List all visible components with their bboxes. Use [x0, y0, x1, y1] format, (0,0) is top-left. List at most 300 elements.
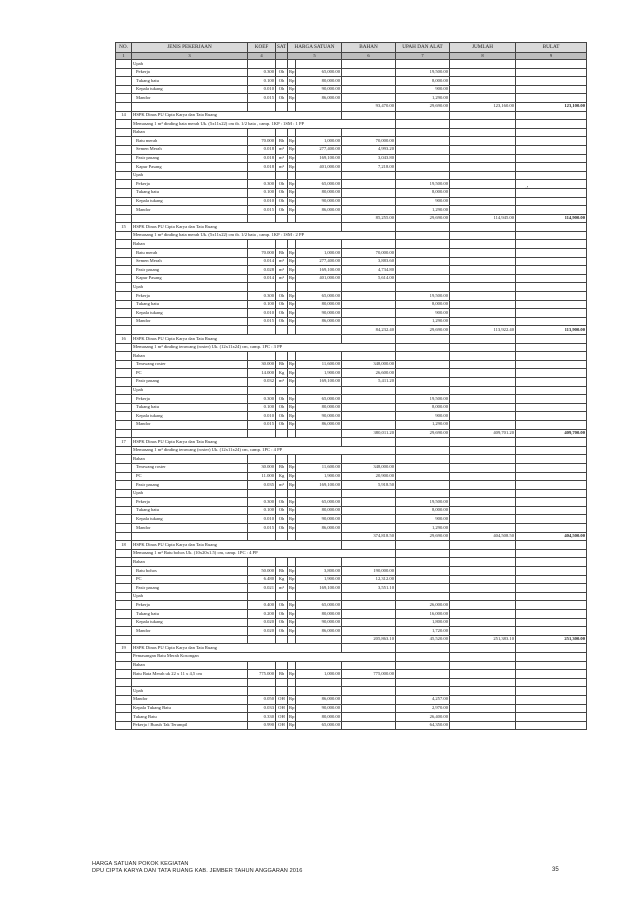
- currency-label: Rp: [288, 206, 296, 215]
- currency-label: Rp: [288, 670, 296, 679]
- item-unit-price: 169,100.00: [296, 584, 342, 593]
- empty-cell: [516, 678, 587, 687]
- item-name: Mandor: [132, 94, 248, 103]
- item-labor-cost: [396, 163, 450, 172]
- item-unit: Bh: [276, 249, 288, 258]
- currency-label: Rp: [288, 472, 296, 481]
- item-labor-cost: 19,500.00: [396, 68, 450, 77]
- currency-label: Rp: [288, 163, 296, 172]
- empty-cell: [516, 137, 587, 146]
- item-material-cost: 775,000.00: [342, 670, 396, 679]
- empty-cell: [116, 231, 132, 240]
- empty-cell: [116, 266, 132, 275]
- item-name: PC: [132, 369, 248, 378]
- item-name: Pekerja: [132, 292, 248, 301]
- empty-cell: [516, 94, 587, 103]
- item-unit: Oh: [276, 403, 288, 412]
- section-header-row: [116, 223, 587, 232]
- section-header-row: [116, 438, 587, 447]
- section-header-row: [116, 335, 587, 344]
- empty-cell: [116, 558, 132, 567]
- item-material-cost: 348,000.00: [342, 463, 396, 472]
- empty-cell: [276, 687, 288, 696]
- item-material-cost: [342, 292, 396, 301]
- stray-mark: ·': [525, 186, 529, 192]
- table-header: [116, 43, 587, 60]
- empty-cell: [248, 687, 276, 696]
- item-labor-cost: [396, 584, 450, 593]
- table-row: [116, 567, 587, 576]
- item-koef: 0.300: [248, 180, 276, 189]
- item-unit-price: 1,000.00: [296, 137, 342, 146]
- item-unit-price: 90,000.00: [296, 412, 342, 421]
- empty-cell: [296, 326, 342, 335]
- item-koef: 0.100: [248, 506, 276, 515]
- item-name: Semen Merah: [132, 145, 248, 154]
- group-label: Bahan: [132, 352, 248, 361]
- item-unit: Oh: [276, 309, 288, 318]
- empty-cell: [288, 678, 296, 687]
- item-labor-cost: [396, 257, 450, 266]
- empty-cell: [396, 223, 450, 232]
- empty-cell: [248, 386, 276, 395]
- group-label: Bahan: [132, 128, 248, 137]
- item-unit: Oh: [276, 601, 288, 610]
- empty-cell: [248, 429, 276, 438]
- empty-cell: [288, 171, 296, 180]
- empty-cell: [516, 274, 587, 283]
- item-unit: Oh: [276, 85, 288, 94]
- item-name: Kepala tukang: [132, 618, 248, 627]
- empty-cell: [296, 429, 342, 438]
- empty-cell: [396, 120, 450, 129]
- table-row: [116, 300, 587, 309]
- item-unit-price: 86,000.00: [296, 94, 342, 103]
- item-koef: 0.300: [248, 498, 276, 507]
- item-labor-cost: 19,500.00: [396, 180, 450, 189]
- item-unit: m³: [276, 154, 288, 163]
- empty-cell: [116, 197, 132, 206]
- item-koef: 0.100: [248, 403, 276, 412]
- empty-cell: [116, 532, 132, 541]
- empty-cell: [288, 386, 296, 395]
- empty-cell: [450, 541, 516, 550]
- item-labor-cost: 64,350.00: [396, 721, 450, 730]
- item-unit: m³: [276, 584, 288, 593]
- subtotal-labor: 29,690.00: [396, 102, 450, 111]
- item-unit-price: 80,000.00: [296, 77, 342, 86]
- col-number: 4: [248, 53, 276, 60]
- empty-cell: [516, 120, 587, 129]
- empty-cell: [450, 420, 516, 429]
- section-source: HSPK Dinas PU Cipta Karya dan Tata Ruang: [132, 438, 342, 447]
- empty-cell: [450, 206, 516, 215]
- empty-cell: [288, 489, 296, 498]
- item-unit: m³: [276, 257, 288, 266]
- currency-label: Rp: [288, 713, 296, 722]
- empty-cell: [116, 154, 132, 163]
- item-unit-price: 1,900.00: [296, 472, 342, 481]
- item-koef: 0.990: [248, 721, 276, 730]
- empty-cell: [116, 180, 132, 189]
- item-labor-cost: 1,290.00: [396, 420, 450, 429]
- empty-cell: [276, 635, 288, 644]
- section-source: HSPK Dinas PU Cipta Karya dan Tata Ruang: [132, 541, 342, 550]
- empty-cell: [116, 721, 132, 730]
- empty-cell: [116, 317, 132, 326]
- item-name: Kepala tukang: [132, 412, 248, 421]
- table-row: [116, 395, 587, 404]
- item-koef: 0.050: [248, 695, 276, 704]
- empty-cell: [516, 420, 587, 429]
- item-material-cost: [342, 68, 396, 77]
- item-name: Kepala Tukang Batu: [132, 704, 248, 713]
- table-row: [116, 515, 587, 524]
- empty-cell: [342, 678, 396, 687]
- empty-cell: [396, 343, 450, 352]
- currency-label: Rp: [288, 695, 296, 704]
- currency-label: Rp: [288, 463, 296, 472]
- empty-cell: [516, 438, 587, 447]
- empty-cell: [450, 575, 516, 584]
- item-name: Terawang roster: [132, 360, 248, 369]
- item-unit-price: 1,000.00: [296, 670, 342, 679]
- empty-cell: [516, 481, 587, 490]
- empty-cell: [516, 567, 587, 576]
- empty-cell: [276, 60, 288, 69]
- empty-cell: [288, 661, 296, 670]
- empty-cell: [276, 326, 288, 335]
- item-koef: 0.010: [248, 515, 276, 524]
- empty-cell: [116, 386, 132, 395]
- item-unit-price: 1,900.00: [296, 575, 342, 584]
- empty-cell: [288, 60, 296, 69]
- empty-cell: [450, 515, 516, 524]
- table-body: [116, 60, 587, 730]
- item-koef: 14.000: [248, 369, 276, 378]
- empty-cell: [276, 171, 288, 180]
- item-koef: 70.000: [248, 249, 276, 258]
- item-koef: 0.032: [248, 377, 276, 386]
- item-unit-price: 90,000.00: [296, 197, 342, 206]
- empty-cell: [116, 128, 132, 137]
- empty-cell: [116, 68, 132, 77]
- currency-label: Rp: [288, 274, 296, 283]
- item-unit-price: 65,000.00: [296, 68, 342, 77]
- item-koef: 0.018: [248, 154, 276, 163]
- item-koef: 0.300: [248, 292, 276, 301]
- empty-cell: [450, 154, 516, 163]
- empty-cell: [116, 171, 132, 180]
- empty-cell: [450, 128, 516, 137]
- subtotal-row: [116, 214, 587, 223]
- item-koef: 0.330: [248, 713, 276, 722]
- item-unit: Kg: [276, 369, 288, 378]
- section-number: 17: [116, 438, 132, 447]
- table-row: [116, 292, 587, 301]
- empty-cell: [116, 524, 132, 533]
- table-row: [116, 618, 587, 627]
- col-number: 8: [450, 53, 516, 60]
- item-material-cost: 4,734.80: [342, 266, 396, 275]
- table-row: [116, 369, 587, 378]
- table-row: [116, 360, 587, 369]
- empty-cell: [116, 163, 132, 172]
- footer-subtitle: DPU CIPTA KARYA DAN TATA RUANG KAB. JEMBER TAHUN ANGGARAN 2016: [92, 868, 303, 874]
- item-koef: 0.020: [248, 618, 276, 627]
- item-name: Kepala tukang: [132, 197, 248, 206]
- empty-cell: [116, 326, 132, 335]
- empty-cell: [116, 584, 132, 593]
- empty-cell: [276, 352, 288, 361]
- table-row: [116, 713, 587, 722]
- item-name: Batu Bata Merah uk 22 x 11 x 4,5 cm: [132, 670, 248, 679]
- empty-cell: [516, 524, 587, 533]
- empty-cell: [248, 455, 276, 464]
- empty-cell: [296, 558, 342, 567]
- item-material-cost: [342, 77, 396, 86]
- currency-label: Rp: [288, 266, 296, 275]
- group-label: Upah: [132, 489, 248, 498]
- header-bahan: BAHAN: [342, 43, 396, 53]
- empty-cell: [342, 661, 396, 670]
- section-source: HSPK Dinas PU Cipta Karya dan Tata Ruang: [132, 223, 342, 232]
- empty-cell: [516, 292, 587, 301]
- item-labor-cost: 8,000.00: [396, 300, 450, 309]
- item-koef: 30.000: [248, 360, 276, 369]
- item-unit: Oh: [276, 317, 288, 326]
- subtotal-row: [116, 326, 587, 335]
- empty-cell: [396, 541, 450, 550]
- table-row: [116, 403, 587, 412]
- item-name: Kapur Pasang: [132, 163, 248, 172]
- item-material-cost: [342, 618, 396, 627]
- item-material-cost: [342, 197, 396, 206]
- item-material-cost: [342, 610, 396, 619]
- item-unit-price: 90,000.00: [296, 515, 342, 524]
- item-name: Tukang batu: [132, 77, 248, 86]
- subtotal-sum: 251,383.10: [450, 635, 516, 644]
- item-unit: Oh: [276, 420, 288, 429]
- table-row: [116, 163, 587, 172]
- group-label: Bahan: [132, 558, 248, 567]
- subtotal-labor: 29,690.00: [396, 214, 450, 223]
- currency-label: Rp: [288, 515, 296, 524]
- empty-cell: [396, 661, 450, 670]
- currency-label: Rp: [288, 137, 296, 146]
- empty-cell: [516, 257, 587, 266]
- item-koef: 50.000: [248, 567, 276, 576]
- empty-cell: [516, 713, 587, 722]
- currency-label: Rp: [288, 188, 296, 197]
- item-unit: OH: [276, 721, 288, 730]
- empty-cell: [450, 360, 516, 369]
- subtotal-row: [116, 102, 587, 111]
- table-row: [116, 481, 587, 490]
- empty-cell: [450, 455, 516, 464]
- col-number: 5: [288, 53, 342, 60]
- item-labor-cost: 1,720.00: [396, 627, 450, 636]
- table-row: [116, 77, 587, 86]
- price-analysis-table: [115, 42, 587, 730]
- empty-cell: [116, 549, 132, 558]
- empty-cell: [450, 601, 516, 610]
- item-labor-cost: [396, 154, 450, 163]
- group-label-row: [116, 386, 587, 395]
- empty-cell: [450, 567, 516, 576]
- item-material-cost: 3,883.60: [342, 257, 396, 266]
- item-material-cost: [342, 300, 396, 309]
- work-description: Memasang 1 m² Batu bohos Uk. (10x20x1.5) cm, camp. 1PC : 4 PP: [132, 549, 396, 558]
- empty-cell: [288, 429, 296, 438]
- empty-cell: [516, 300, 587, 309]
- item-koef: 0.020: [248, 627, 276, 636]
- empty-cell: [516, 335, 587, 344]
- empty-cell: [396, 446, 450, 455]
- empty-cell: [342, 687, 396, 696]
- item-material-cost: 3,043.80: [342, 154, 396, 163]
- item-koef: 0.100: [248, 300, 276, 309]
- table-row: [116, 524, 587, 533]
- empty-cell: [450, 584, 516, 593]
- item-material-cost: [342, 85, 396, 94]
- work-description: Memasang 1 m² dinding terawang (roster) Uk. (12x11x24) cm, camp. 1PC : 4 PP: [132, 446, 396, 455]
- empty-cell: [116, 240, 132, 249]
- group-label: Upah: [132, 171, 248, 180]
- item-material-cost: [342, 524, 396, 533]
- group-label-row: [116, 592, 587, 601]
- item-material-cost: [342, 601, 396, 610]
- empty-cell: [450, 188, 516, 197]
- empty-cell: [516, 223, 587, 232]
- item-koef: 30.000: [248, 463, 276, 472]
- empty-cell: [516, 85, 587, 94]
- page-footer: [92, 861, 302, 875]
- empty-cell: [248, 171, 276, 180]
- currency-label: Rp: [288, 68, 296, 77]
- empty-cell: [116, 403, 132, 412]
- empty-cell: [450, 627, 516, 636]
- empty-cell: [276, 558, 288, 567]
- currency-label: Rp: [288, 481, 296, 490]
- empty-cell: [516, 515, 587, 524]
- empty-cell: [396, 549, 450, 558]
- empty-cell: [450, 695, 516, 704]
- empty-cell: [132, 214, 248, 223]
- empty-cell: [288, 352, 296, 361]
- group-label-row: [116, 352, 587, 361]
- item-unit: Kg: [276, 472, 288, 481]
- col-number: 3: [132, 53, 248, 60]
- empty-cell: [396, 283, 450, 292]
- empty-cell: [516, 575, 587, 584]
- currency-label: Rp: [288, 154, 296, 163]
- empty-cell: [276, 532, 288, 541]
- empty-cell: [276, 240, 288, 249]
- empty-cell: [516, 670, 587, 679]
- empty-cell: [516, 541, 587, 550]
- item-unit-price: 65,000.00: [296, 721, 342, 730]
- empty-cell: [516, 627, 587, 636]
- work-description: Memasang 1 m² dinding bata merah Uk. (5x11x22) cm tb. 1/2 bata , camp. 1KP : 1SM : 2 PP: [132, 231, 396, 240]
- empty-cell: [396, 644, 450, 653]
- item-unit: Oh: [276, 300, 288, 309]
- section-number: 14: [116, 111, 132, 120]
- empty-cell: [116, 274, 132, 283]
- empty-cell: [450, 274, 516, 283]
- item-koef: 0.015: [248, 206, 276, 215]
- empty-cell: [516, 549, 587, 558]
- currency-label: Rp: [288, 412, 296, 421]
- empty-cell: [516, 644, 587, 653]
- item-name: Tukang batu: [132, 610, 248, 619]
- empty-cell: [342, 171, 396, 180]
- item-name: Kepala tukang: [132, 85, 248, 94]
- currency-label: Rp: [288, 360, 296, 369]
- empty-cell: [296, 678, 342, 687]
- item-material-cost: 70,000.00: [342, 249, 396, 258]
- item-labor-cost: 1,290.00: [396, 94, 450, 103]
- empty-cell: [116, 601, 132, 610]
- item-name: Mandor: [132, 420, 248, 429]
- item-koef: 0.015: [248, 94, 276, 103]
- item-koef: 0.018: [248, 163, 276, 172]
- empty-cell: [296, 455, 342, 464]
- subtotal-row: [116, 532, 587, 541]
- group-label: Upah: [132, 592, 248, 601]
- empty-cell: [276, 128, 288, 137]
- empty-cell: [276, 429, 288, 438]
- empty-cell: [296, 386, 342, 395]
- empty-cell: [516, 60, 587, 69]
- empty-cell: [450, 610, 516, 619]
- header-jenis-pekerjaan: JENIS PEKERJAAN: [132, 43, 248, 53]
- item-unit: Bh: [276, 670, 288, 679]
- item-unit: Oh: [276, 524, 288, 533]
- item-name: Pekerja: [132, 601, 248, 610]
- item-labor-cost: 900.00: [396, 309, 450, 318]
- empty-cell: [296, 60, 342, 69]
- empty-cell: [516, 687, 587, 696]
- table-row: [116, 670, 587, 679]
- empty-cell: [342, 489, 396, 498]
- empty-cell: [450, 618, 516, 627]
- currency-label: Rp: [288, 618, 296, 627]
- empty-cell: [516, 352, 587, 361]
- page-number: 35: [552, 867, 559, 873]
- empty-cell: [116, 481, 132, 490]
- item-name: Tukang Batu: [132, 713, 248, 722]
- table-row: [116, 584, 587, 593]
- item-name: Pasir pasang: [132, 584, 248, 593]
- table-row: [116, 317, 587, 326]
- empty-cell: [342, 438, 396, 447]
- empty-cell: [288, 283, 296, 292]
- currency-label: Rp: [288, 257, 296, 266]
- empty-cell: [516, 618, 587, 627]
- empty-cell: [132, 635, 248, 644]
- empty-cell: [342, 283, 396, 292]
- empty-cell: [116, 360, 132, 369]
- section-number: 16: [116, 335, 132, 344]
- empty-cell: [450, 94, 516, 103]
- subtotal-labor: 45,520.00: [396, 635, 450, 644]
- empty-cell: [396, 240, 450, 249]
- empty-cell: [396, 558, 450, 567]
- empty-cell: [116, 670, 132, 679]
- item-name: Kapur Pasang: [132, 274, 248, 283]
- work-description-row: [116, 231, 587, 240]
